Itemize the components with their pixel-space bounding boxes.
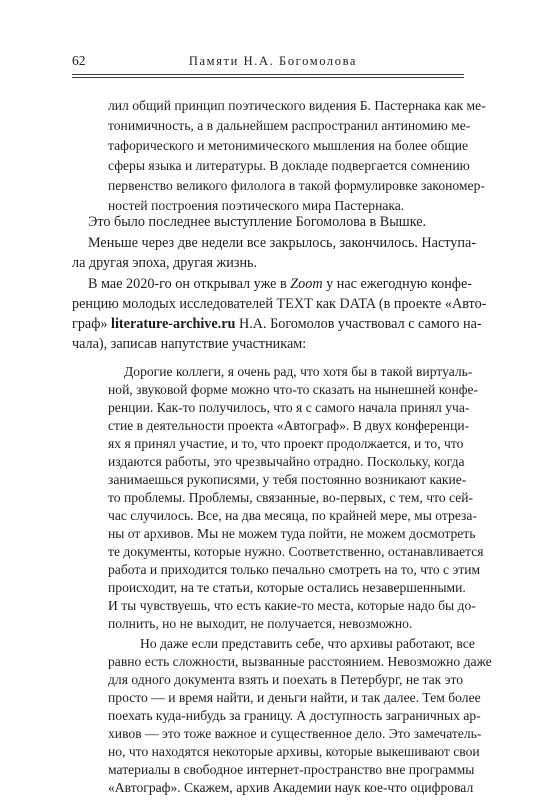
abstract-line: сферы языка и литературы. В докладе подвергается сомнению	[108, 158, 470, 173]
quote-line: час случилось. Все, на два месяца, по крайней мере, мы отреза-	[108, 508, 477, 523]
quote-line: ны от архивов. Мы не можем туда пойти, не можем досмотреть	[108, 526, 476, 541]
quote-line: происходит, на те статьи, которые остались незавершенными.	[108, 580, 466, 595]
quote-line: для одного документа взять и поехать в Петербург, не так это	[108, 672, 464, 687]
paragraph-last-talk: Это было последнее выступление Богомолова в Вышке.	[88, 214, 427, 230]
quote-line: занимаешься рукописями, у тебя постоянно возникают какие-	[108, 472, 467, 487]
quote-line: полнить, но не выходит, не получается, невозможно.	[108, 616, 413, 631]
quote-line: Но даже если представить себе, что архивы работают, все	[140, 636, 475, 651]
page-number: 62	[72, 53, 86, 68]
paragraph-closure-line: Меньше через две недели все закрылось, закончилось. Наступа-	[88, 235, 476, 251]
quote-line: ной, звуковой форме можно что-то сказать на нынешней конфе-	[108, 382, 479, 397]
quote-line: стие в деятельности проекта «Автограф». В двух конференци-	[108, 418, 470, 433]
quote-line: ях я принял участие, и то, что проект продолжается, и то, что	[108, 436, 464, 451]
abstract-line: лил общий принцип поэтического видения Б. Пастернака как ме-	[108, 98, 486, 113]
quote-line: И ты чувствуешь, что есть какие-то места, которые надо бы до-	[108, 598, 476, 613]
zoom-word: Zoom	[290, 276, 323, 292]
quote-line: работа и приходится только печально смотреть на то, что с этим	[108, 562, 481, 577]
quote-line: «Автограф». Скажем, архив Академии наук кое-что оцифровал	[108, 780, 474, 795]
paragraph-conference-line: ренцию молодых исследователей TEXT как DATA (в проекте «Авто-	[72, 296, 487, 312]
header-rule-top	[72, 74, 464, 75]
abstract-line: тонимичность, а в дальнейшем распространил антиномию ме-	[108, 118, 471, 133]
running-header	[72, 52, 464, 72]
quote-line: материалы в свободное интернет-пространство вне программы	[108, 762, 475, 777]
paragraph-closure-line: ла другая эпоха, другая жизнь.	[72, 255, 258, 271]
paragraph-conference-line	[88, 274, 472, 294]
abstract-line: тафорического и метонимического мышления на более общие	[108, 138, 469, 153]
text-segment: у нас ежегодную конфе-	[322, 276, 473, 292]
paragraph-conference-line: чала), записав напутствие участникам:	[72, 336, 307, 352]
text-segment: граф»	[72, 316, 112, 332]
quote-line: хивов — это тоже важное и существенное дело. Это замечатель-	[108, 726, 482, 741]
header-rule-bottom	[72, 77, 464, 78]
text-segment: В мае 2020-го он открывал уже в	[88, 276, 291, 292]
paragraph-conference-line	[72, 314, 482, 334]
quote-line: издаются работы, это чрезвычайно отрадно. Поскольку, когда	[108, 454, 465, 469]
abstract-line: ностей построения поэтического мира Пастернака.	[108, 198, 405, 213]
quote-line: Дорогие коллеги, я очень рад, что хотя бы в такой виртуаль-	[124, 364, 473, 379]
site-link[interactable]: literature-archive.ru	[111, 316, 236, 332]
quote-line: ренции. Как-то получилось, что я с самого начала принял уча-	[108, 400, 470, 415]
quote-line: те документы, которые нужно. Соответственно, останавливается	[108, 544, 484, 559]
quote-line: но, что находятся некоторые архивы, которые выкешивают свои	[108, 744, 480, 759]
abstract-line: первенство великого филолога в такой формулировке закономер-	[108, 178, 485, 193]
running-title: Памяти Н.А. Богомолова	[188, 54, 358, 68]
quote-line: просто — и время найти, и деньги найти, и так далее. Тем более	[108, 690, 481, 705]
quote-line: поехать куда-нибудь за границу. А доступность заграничных ар-	[108, 708, 481, 723]
quote-line: то проблемы. Проблемы, связанные, во-первых, с тем, что сей-	[108, 490, 474, 505]
text-segment: Н.А. Богомолов участвовал с самого на-	[235, 316, 482, 332]
quote-line: равно есть сложности, вызванные расстоянием. Невозможно даже	[108, 654, 492, 669]
